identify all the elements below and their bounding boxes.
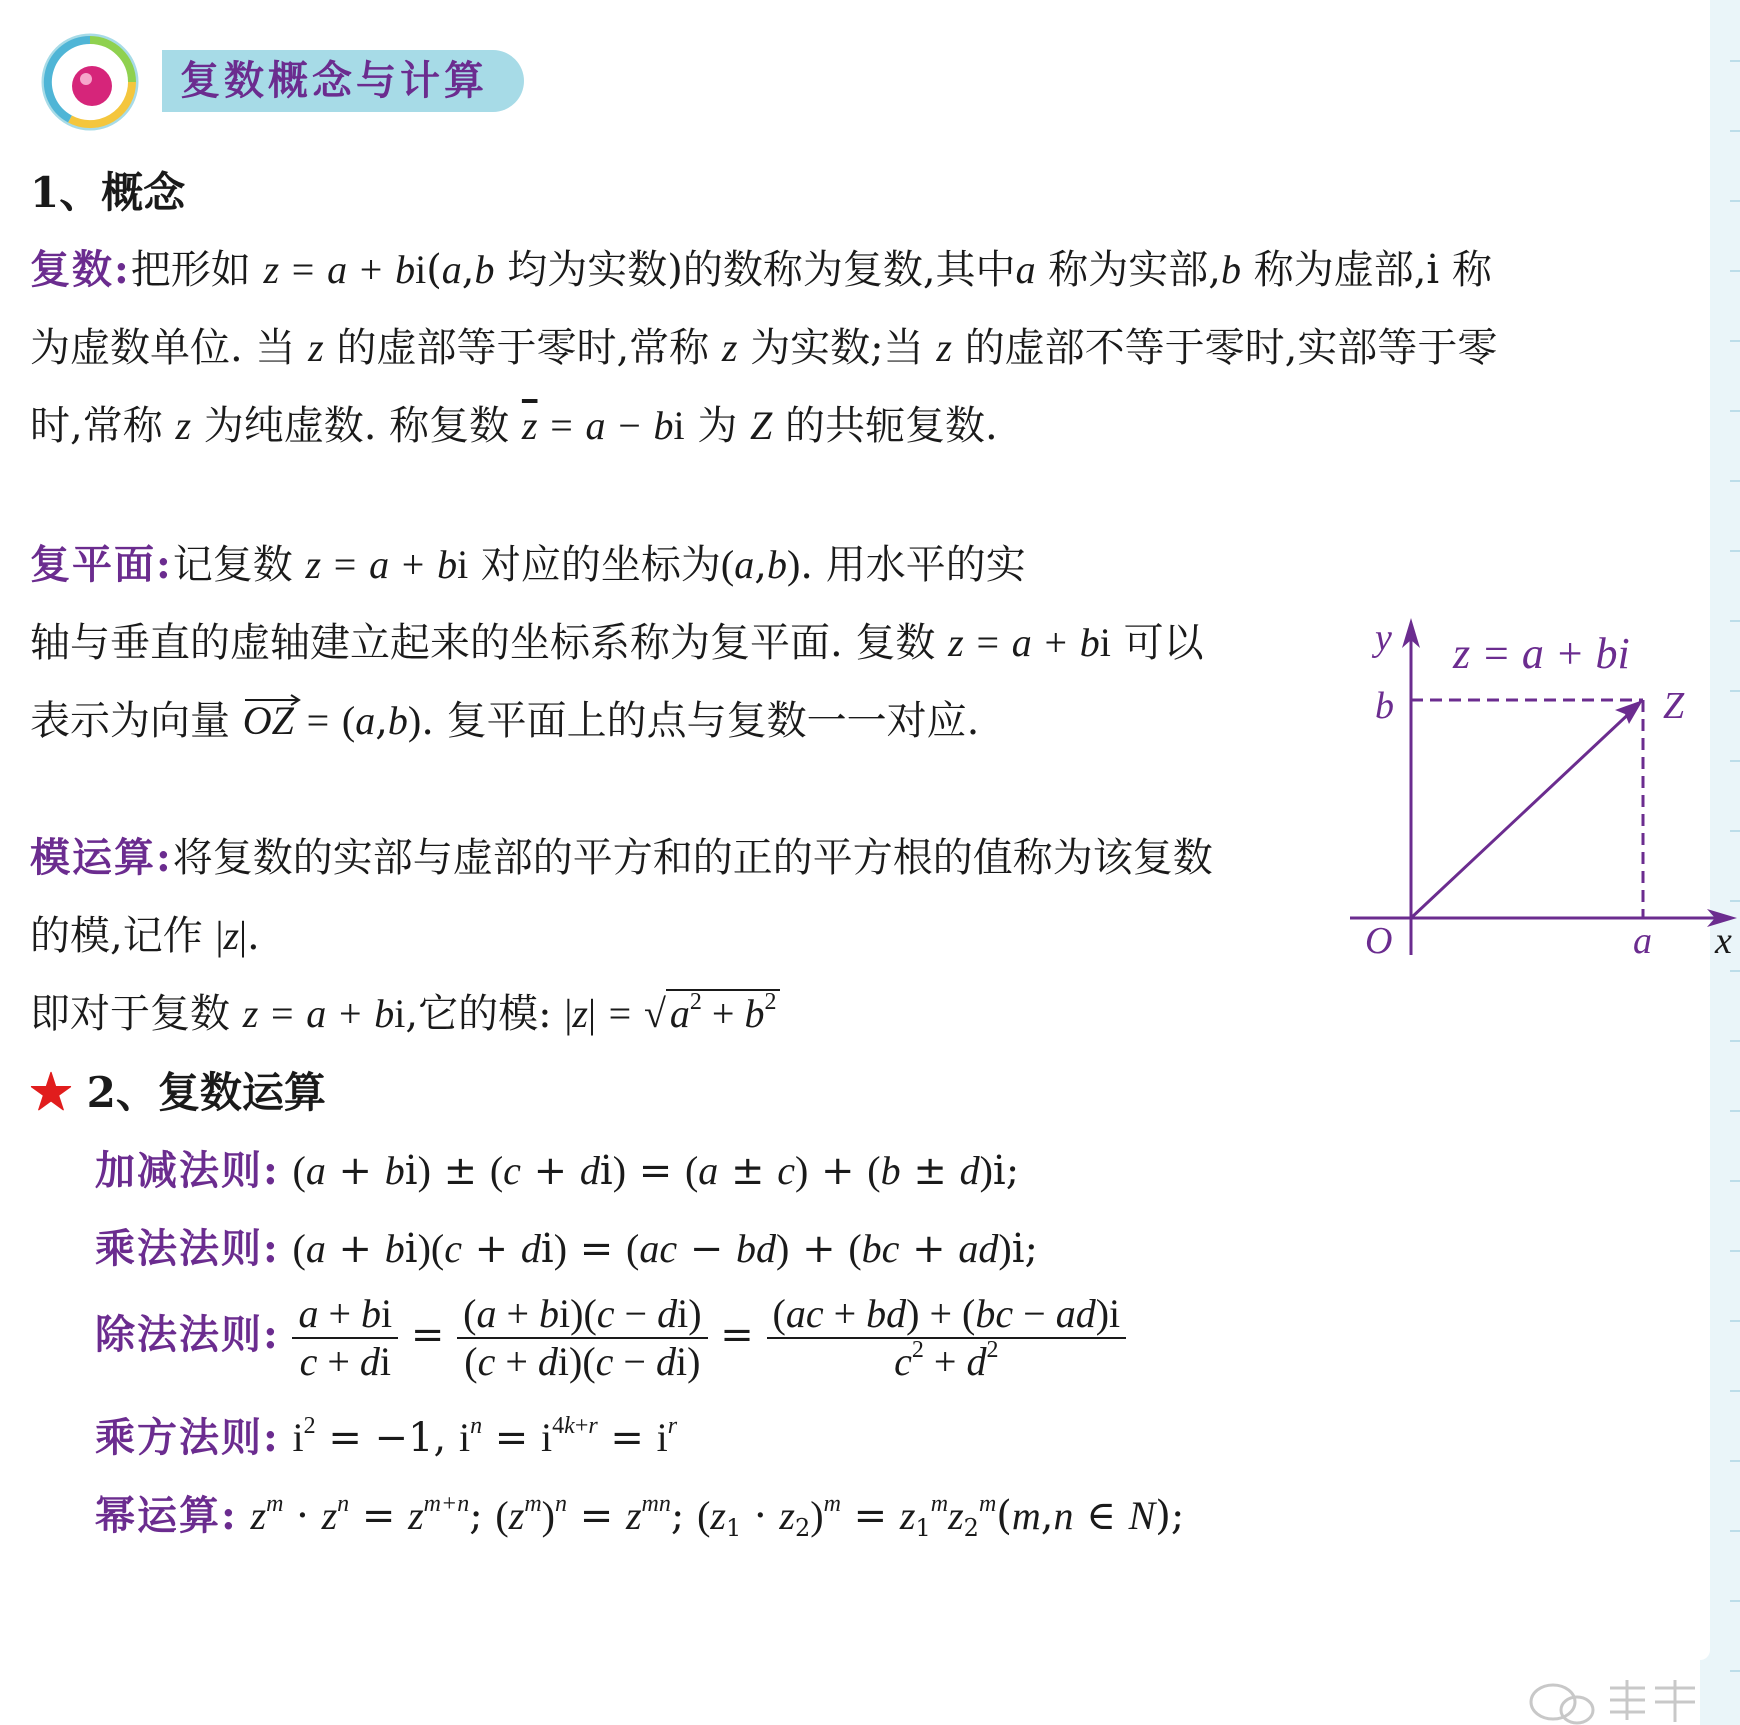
strip-tick xyxy=(1730,550,1740,552)
strip-tick xyxy=(1730,970,1740,972)
modulus-label: 模运算: xyxy=(30,834,173,881)
strip-tick xyxy=(1730,1670,1740,1672)
diagram-y-label: y xyxy=(1375,617,1392,659)
strip-tick xyxy=(1730,1460,1740,1462)
division-label: 除法法则: xyxy=(95,1311,280,1358)
strip-tick xyxy=(1730,1110,1740,1112)
watermark-logo xyxy=(1525,1670,1700,1725)
complex-plane-line-2: 轴与垂直的虚轴建立起来的坐标系称为复平面. 复数 z = a + bi 可以 xyxy=(30,620,1204,666)
diagram-b-label: b xyxy=(1375,685,1394,727)
power-label: 乘方法则: xyxy=(95,1414,280,1461)
strip-tick xyxy=(1730,1530,1740,1532)
header-title: 复数概念与计算 xyxy=(162,50,524,112)
diagram-x-label: x xyxy=(1715,920,1732,962)
strip-tick xyxy=(1730,480,1740,482)
multiplication-rule: 乘法法则: (a + bi)(c + di) = (ac − bd) + (bc + ad)i; xyxy=(95,1225,1038,1272)
strip-tick xyxy=(1730,1600,1740,1602)
multiplication-label: 乘法法则: xyxy=(95,1225,280,1272)
target-icon xyxy=(40,32,140,132)
power-rule: 乘方法则: $i^2 = -1$, $i^n = i^{4k+r} = i^r$ xyxy=(95,1413,678,1461)
strip-tick xyxy=(1730,1250,1740,1252)
addition-rule: 加减法则: (a + bi) ± (c + di) = (a ± c) + (b ± d)i; xyxy=(95,1147,1020,1194)
complex-label: 复数: xyxy=(30,246,131,293)
complex-plane-label: 复平面: xyxy=(30,541,173,588)
strip-tick xyxy=(1730,1180,1740,1182)
strip-tick xyxy=(1730,130,1740,132)
strip-tick xyxy=(1730,1040,1740,1042)
modulus-line-1: 模运算:将复数的实部与虚部的平方和的正的平方根的值称为该复数 xyxy=(30,834,1213,881)
complex-plane-diagram xyxy=(1345,610,1740,965)
strip-tick xyxy=(1730,60,1740,62)
strip-tick xyxy=(1730,200,1740,202)
star-icon: ★ xyxy=(30,1068,73,1117)
complex-definition-line-3: 时,常称 z 为纯虚数. 称复数 $\overline{z} = a$ − bi 为 Z 的共轭复数. xyxy=(30,403,998,449)
section-heading-concept: 1、概念 xyxy=(30,168,186,217)
exponent-label: 幂运算: xyxy=(95,1492,238,1539)
division-rule: 除法法则: $\frac{a + bi}{c + di}$ = $\frac{(a + bi)(c - di)}{(c + di)(c - di)}$ = $\frac{(ac + bd) + (bc - ad)i}{c^2 + d^2}$ xyxy=(95,1280,1126,1390)
strip-tick xyxy=(1730,1320,1740,1322)
complex-plane-line-1: 复平面:记复数 z = a + bi 对应的坐标为(a,b). 用水平的实 xyxy=(30,541,1026,588)
addition-label: 加减法则: xyxy=(95,1147,280,1194)
complex-definition-line-2: 为虚数单位. 当 z 的虚部等于零时,常称 z 为实数;当 z 的虚部不等于零时,实部等于零 xyxy=(30,325,1498,371)
strip-tick xyxy=(1730,1390,1740,1392)
exponent-rule: 幂运算: $z^m \cdot z^n = z^{m+n}$; $(z^m)^n = z^{mn}$; $(z_1 \cdot z_2)^m = z_1^mz_2^m(m,n$ ∈ N); xyxy=(95,1491,1185,1543)
diagram-origin-label: O xyxy=(1365,920,1393,962)
strip-tick xyxy=(1730,270,1740,272)
complex-plane-line-3: 表示为向量 OZ = (a,b). 复平面上的点与复数一一对应. xyxy=(30,693,979,749)
diagram-equation: z = a + bi xyxy=(1453,629,1630,678)
strip-tick xyxy=(1730,410,1740,412)
strip-tick xyxy=(1730,340,1740,342)
modulus-line-2: 的模,记作 |z|. xyxy=(30,913,260,959)
complex-definition-line-1: 复数:把形如 z = a + bi(a,b 均为实数)的数称为复数,其中a 称为实部,b 称为虚部,i 称 xyxy=(30,246,1492,293)
section-heading-operations: ★ 2、复数运算 xyxy=(30,1068,326,1117)
diagram-a-label: a xyxy=(1633,920,1652,962)
modulus-formula-line: 即对于复数 z = a + bi,它的模: |z| = √ $a^2 + b^2$ xyxy=(30,986,780,1042)
diagram-point-label: Z xyxy=(1663,685,1685,727)
